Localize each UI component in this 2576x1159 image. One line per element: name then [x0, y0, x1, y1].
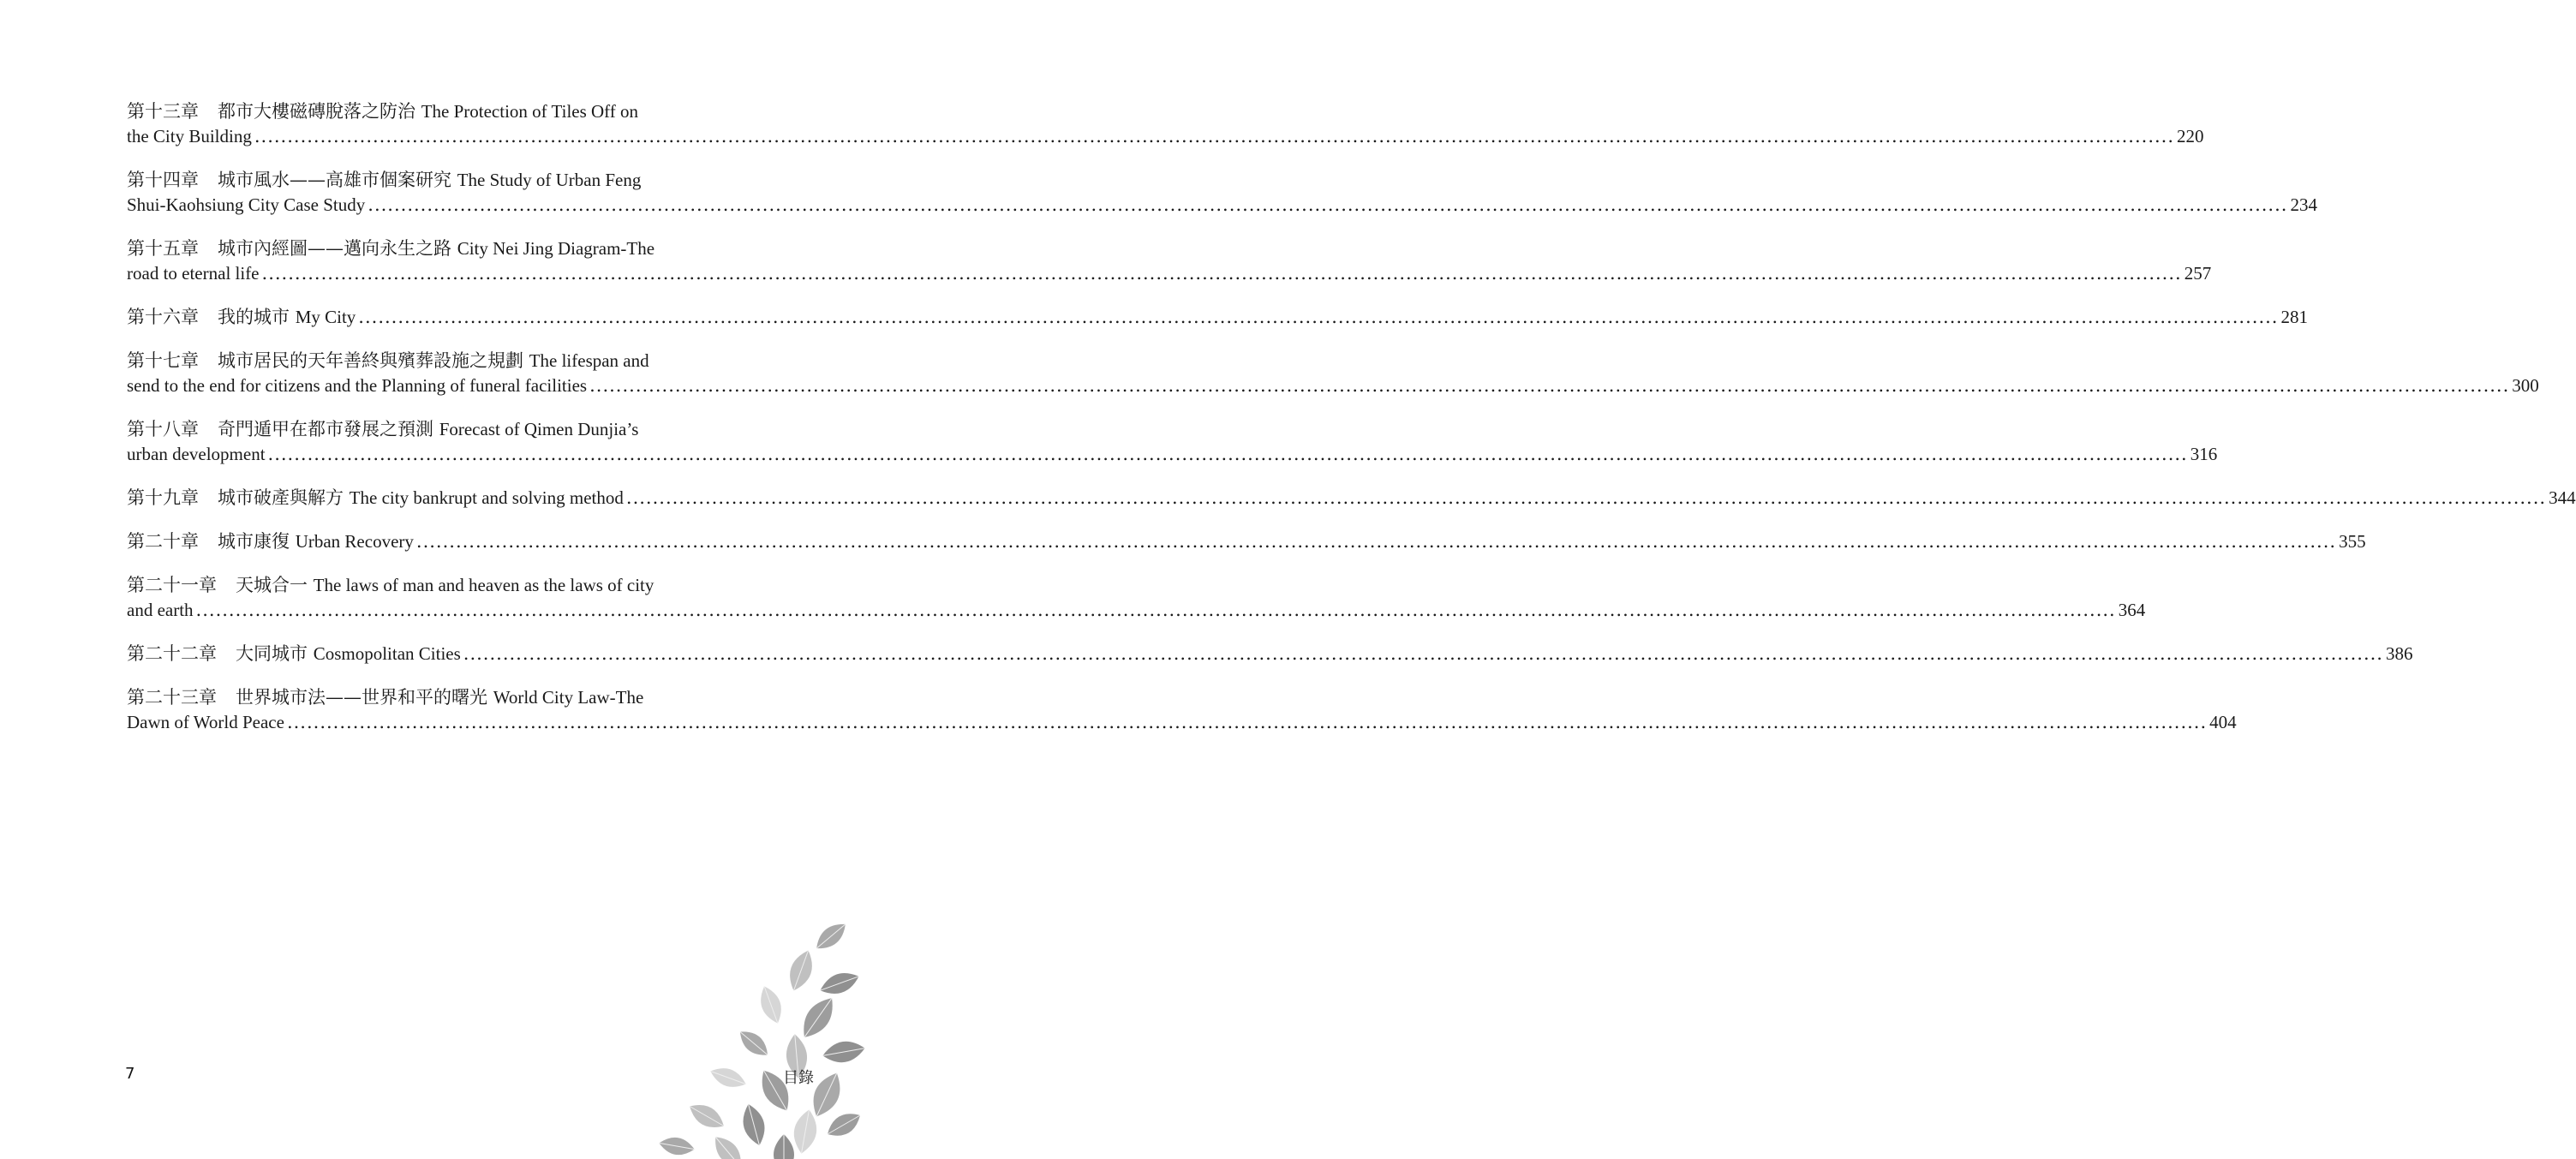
toc-entry-leader-line	[127, 442, 2218, 467]
chapter-title-zh: 大同城市	[236, 643, 308, 664]
toc-entry-leader-line	[127, 529, 2366, 554]
chapter-title-zh: 城市內經圖——邁向永生之路	[218, 238, 451, 259]
dot-leader	[626, 486, 2546, 511]
toc-entry-leader-line	[127, 193, 2317, 218]
chapter-number: 第十六章	[127, 307, 199, 327]
dot-leader	[463, 642, 2383, 666]
dot-leader	[416, 529, 2336, 554]
chapter-title-en: My City	[295, 307, 356, 327]
toc-entry-19[interactable]	[127, 486, 2576, 511]
toc-entry-leader-line	[127, 261, 2212, 286]
toc-entry-leader-line	[127, 710, 2237, 735]
dot-leader	[368, 193, 2287, 218]
toc-entry-23[interactable]	[127, 685, 2237, 735]
toc-entry-leader-line	[127, 124, 2204, 149]
page-number: 386	[2385, 643, 2413, 664]
toc-entry-16[interactable]	[127, 305, 2308, 330]
chapter-number: 第二十一章	[127, 575, 217, 595]
chapter-title-en: City Nei Jing Diagram-The	[457, 238, 655, 259]
toc-entry-heading	[127, 417, 756, 442]
leaves-illustration-icon	[625, 902, 857, 1159]
dot-leader	[262, 261, 2182, 286]
toc-entry-heading	[127, 529, 414, 554]
dot-leader	[358, 305, 2278, 330]
page-number: 234	[2290, 194, 2317, 215]
footer-section-label: 目錄	[783, 1069, 814, 1087]
page-number: 316	[2190, 444, 2218, 464]
chapter-title-zh: 天城合一	[236, 575, 308, 595]
chapter-title-en: Urban Recovery	[295, 531, 414, 552]
chapter-title-zh: 奇門遁甲在都市發展之預測	[218, 419, 433, 439]
toc-entry-14[interactable]	[127, 168, 2317, 218]
chapter-title-en: Cosmopolitan Cities	[313, 643, 461, 664]
leaf-shape	[708, 1131, 748, 1159]
chapter-title-continuation: road to eternal life	[127, 263, 260, 284]
page-number: 344	[2549, 487, 2576, 508]
chapter-title-continuation: Dawn of World Peace	[127, 712, 284, 732]
chapter-number: 第十七章	[127, 350, 199, 371]
chapter-title-continuation: Shui-Kaohsiung City Case Study	[127, 194, 366, 215]
toc-entry-heading	[127, 573, 756, 598]
toc-entry-heading	[127, 99, 756, 124]
dot-leader	[196, 598, 2116, 623]
dot-leader	[268, 442, 2188, 467]
page-number: 257	[2184, 263, 2212, 284]
page-number: 355	[2339, 531, 2366, 552]
chapter-number: 第十三章	[127, 101, 199, 122]
toc-entry-18[interactable]	[127, 417, 2218, 467]
toc-entry-heading	[127, 486, 624, 511]
page-number: 364	[2118, 600, 2146, 620]
toc-entry-heading	[127, 236, 756, 261]
chapter-title-zh: 城市破產與解方	[218, 487, 344, 508]
chapter-number: 第二十二章	[127, 643, 217, 664]
toc-entry-leader-line	[127, 642, 2413, 666]
chapter-title-en: Forecast of Qimen Dunjia’s	[439, 419, 639, 439]
chapter-title-zh: 城市風水——高雄市個案研究	[218, 170, 451, 190]
page-number: 404	[2209, 712, 2237, 732]
toc-entry-leader-line	[127, 486, 2576, 511]
chapter-title-en: The city bankrupt and solving method	[349, 487, 624, 508]
toc-entry-20[interactable]	[127, 529, 2366, 554]
toc-entry-22[interactable]	[127, 642, 2413, 666]
toc-entry-21[interactable]	[127, 573, 2146, 623]
dot-leader	[287, 710, 2207, 735]
chapter-title-en: World City Law-The	[493, 687, 644, 708]
toc-entry-heading	[127, 685, 756, 710]
dot-leader	[589, 373, 2509, 398]
toc-entry-13[interactable]	[127, 99, 2204, 149]
chapter-title-zh: 世界城市法——世界和平的曙光	[236, 687, 487, 708]
page-number: 220	[2177, 126, 2204, 146]
dot-leader	[254, 124, 2174, 149]
chapter-title-zh: 城市居民的天年善終與殯葬設施之規劃	[218, 350, 523, 371]
chapter-title-continuation: send to the end for citizens and the Planning of funeral facilities	[127, 375, 588, 396]
toc-entry-heading	[127, 168, 756, 193]
chapter-title-en: The laws of man and heaven as the laws of city	[313, 575, 654, 595]
chapter-title-zh: 城市康復	[218, 531, 290, 552]
toc-entry-17[interactable]	[127, 349, 2539, 398]
page-number: 300	[2512, 375, 2539, 396]
chapter-title-zh: 我的城市	[218, 307, 290, 327]
toc-entry-15[interactable]	[127, 236, 2212, 286]
toc-entry-heading	[127, 305, 356, 330]
chapter-title-continuation: urban development	[127, 444, 266, 464]
chapter-title-continuation: and earth	[127, 600, 194, 620]
chapter-number: 第十五章	[127, 238, 199, 259]
chapter-title-en: The Study of Urban Feng	[457, 170, 642, 190]
toc-entry-leader-line	[127, 598, 2146, 623]
chapter-title-en: The Protection of Tiles Off on	[421, 101, 639, 122]
chapter-number: 第二十三章	[127, 687, 217, 708]
chapter-number: 第二十章	[127, 531, 199, 552]
page-number: 281	[2280, 307, 2308, 327]
toc-entry-heading	[127, 642, 461, 666]
toc-entry-leader-line	[127, 305, 2308, 330]
chapter-number: 第十九章	[127, 487, 199, 508]
toc-entry-leader-line	[127, 373, 2539, 398]
chapter-title-zh: 都市大樓磁磚脫落之防治	[218, 101, 415, 122]
table-of-contents	[127, 99, 2576, 754]
chapter-title-continuation: the City Building	[127, 126, 252, 146]
toc-entry-heading	[127, 349, 756, 373]
chapter-number: 第十八章	[127, 419, 199, 439]
chapter-title-en: The lifespan and	[529, 350, 649, 371]
footer-page-number: 7	[125, 1065, 135, 1083]
chapter-number: 第十四章	[127, 170, 199, 190]
